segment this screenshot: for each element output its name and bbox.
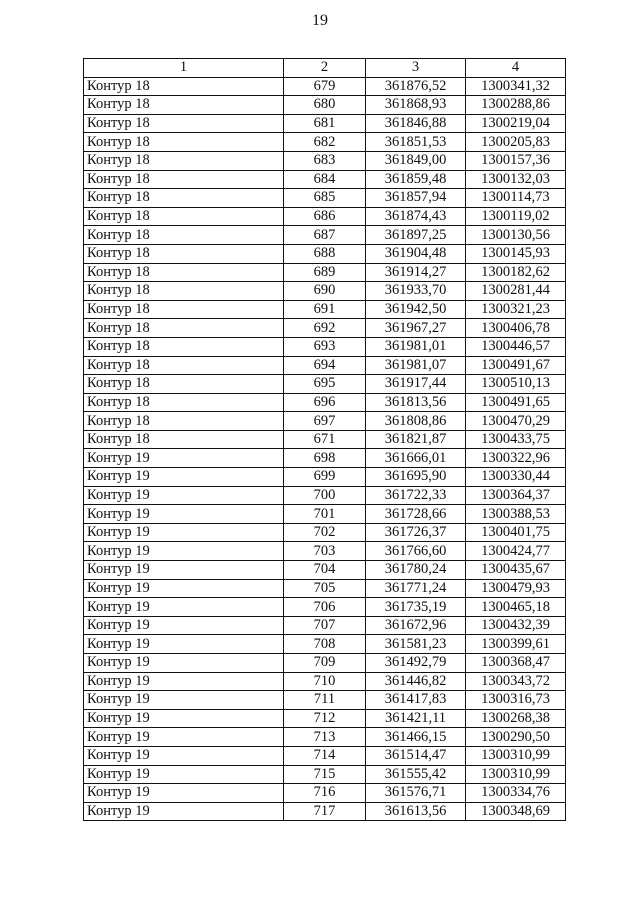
table-row: [84, 114, 566, 133]
x-coordinate-cell: 361666,01: [366, 449, 466, 468]
table-row: [84, 319, 566, 338]
x-coordinate-cell: 361846,88: [366, 114, 466, 133]
contour-name-cell: Контур 18: [84, 319, 284, 338]
point-number-cell: 717: [284, 802, 366, 821]
table-row: [84, 691, 566, 710]
x-coordinate-cell: 361576,71: [366, 784, 466, 803]
x-coordinate-cell: 361868,93: [366, 96, 466, 115]
table-row: [84, 356, 566, 375]
contour-name-cell: Контур 18: [84, 170, 284, 189]
y-coordinate-cell: 1300310,99: [466, 746, 566, 765]
page-number: 19: [312, 12, 328, 29]
contour-name-cell: Контур 19: [84, 709, 284, 728]
table-row: [84, 300, 566, 319]
y-coordinate-cell: 1300348,69: [466, 802, 566, 821]
x-coordinate-cell: 361555,42: [366, 765, 466, 784]
contour-name-cell: Контур 18: [84, 207, 284, 226]
point-number-cell: 698: [284, 449, 366, 468]
point-number-cell: 716: [284, 784, 366, 803]
x-coordinate-cell: 361808,86: [366, 412, 466, 431]
point-number-cell: 671: [284, 430, 366, 449]
contour-name-cell: Контур 18: [84, 393, 284, 412]
y-coordinate-cell: 1300401,75: [466, 523, 566, 542]
y-coordinate-cell: 1300205,83: [466, 133, 566, 152]
x-coordinate-cell: 361942,50: [366, 300, 466, 319]
y-coordinate-cell: 1300479,93: [466, 579, 566, 598]
point-number-cell: 711: [284, 691, 366, 710]
x-coordinate-cell: 361514,47: [366, 746, 466, 765]
x-coordinate-cell: 361904,48: [366, 244, 466, 263]
point-number-cell: 691: [284, 300, 366, 319]
point-number-cell: 692: [284, 319, 366, 338]
point-number-cell: 685: [284, 189, 366, 208]
y-coordinate-cell: 1300321,23: [466, 300, 566, 319]
y-coordinate-cell: 1300433,75: [466, 430, 566, 449]
point-number-cell: 683: [284, 151, 366, 170]
x-coordinate-cell: 361722,33: [366, 486, 466, 505]
point-number-cell: 712: [284, 709, 366, 728]
table-header-row: [84, 59, 566, 78]
table-row: [84, 542, 566, 561]
contour-name-cell: Контур 19: [84, 802, 284, 821]
point-number-cell: 710: [284, 672, 366, 691]
point-number-cell: 694: [284, 356, 366, 375]
point-number-cell: 699: [284, 468, 366, 487]
point-number-cell: 687: [284, 226, 366, 245]
table-row: [84, 765, 566, 784]
table-row: [84, 523, 566, 542]
contour-name-cell: Контур 18: [84, 300, 284, 319]
point-number-cell: 714: [284, 746, 366, 765]
point-number-cell: 715: [284, 765, 366, 784]
contour-name-cell: Контур 19: [84, 691, 284, 710]
contour-name-cell: Контур 19: [84, 765, 284, 784]
contour-name-cell: Контур 19: [84, 561, 284, 580]
table-body: [84, 77, 566, 821]
y-coordinate-cell: 1300364,37: [466, 486, 566, 505]
table-row: [84, 579, 566, 598]
contour-name-cell: Контур 18: [84, 244, 284, 263]
x-coordinate-cell: 361728,66: [366, 505, 466, 524]
contour-name-cell: Контур 18: [84, 430, 284, 449]
coordinates-table: [83, 58, 566, 821]
table-row: [84, 635, 566, 654]
y-coordinate-cell: 1300491,65: [466, 393, 566, 412]
table-row: [84, 375, 566, 394]
point-number-cell: 701: [284, 505, 366, 524]
table-row: [84, 449, 566, 468]
table-row: [84, 282, 566, 301]
table-row: [84, 784, 566, 803]
x-coordinate-cell: 361981,01: [366, 337, 466, 356]
table-row: [84, 77, 566, 96]
x-coordinate-cell: 361417,83: [366, 691, 466, 710]
y-coordinate-cell: 1300281,44: [466, 282, 566, 301]
column-header: 3: [366, 59, 466, 78]
y-coordinate-cell: 1300432,39: [466, 616, 566, 635]
x-coordinate-cell: 361917,44: [366, 375, 466, 394]
y-coordinate-cell: 1300343,72: [466, 672, 566, 691]
contour-name-cell: Контур 18: [84, 375, 284, 394]
table-row: [84, 505, 566, 524]
x-coordinate-cell: 361780,24: [366, 561, 466, 580]
contour-name-cell: Контур 19: [84, 542, 284, 561]
contour-name-cell: Контур 18: [84, 263, 284, 282]
y-coordinate-cell: 1300290,50: [466, 728, 566, 747]
column-header: 4: [466, 59, 566, 78]
point-number-cell: 684: [284, 170, 366, 189]
y-coordinate-cell: 1300119,02: [466, 207, 566, 226]
table-row: [84, 672, 566, 691]
x-coordinate-cell: 361967,27: [366, 319, 466, 338]
point-number-cell: 696: [284, 393, 366, 412]
point-number-cell: 708: [284, 635, 366, 654]
x-coordinate-cell: 361613,56: [366, 802, 466, 821]
contour-name-cell: Контур 19: [84, 654, 284, 673]
x-coordinate-cell: 361933,70: [366, 282, 466, 301]
y-coordinate-cell: 1300470,29: [466, 412, 566, 431]
y-coordinate-cell: 1300130,56: [466, 226, 566, 245]
contour-name-cell: Контур 19: [84, 746, 284, 765]
column-header: 2: [284, 59, 366, 78]
table-row: [84, 616, 566, 635]
x-coordinate-cell: 361726,37: [366, 523, 466, 542]
contour-name-cell: Контур 19: [84, 486, 284, 505]
x-coordinate-cell: 361771,24: [366, 579, 466, 598]
table-row: [84, 654, 566, 673]
point-number-cell: 707: [284, 616, 366, 635]
x-coordinate-cell: 361874,43: [366, 207, 466, 226]
y-coordinate-cell: 1300341,32: [466, 77, 566, 96]
contour-name-cell: Контур 18: [84, 77, 284, 96]
x-coordinate-cell: 361766,60: [366, 542, 466, 561]
y-coordinate-cell: 1300268,38: [466, 709, 566, 728]
table-row: [84, 226, 566, 245]
point-number-cell: 702: [284, 523, 366, 542]
table-row: [84, 561, 566, 580]
y-coordinate-cell: 1300334,76: [466, 784, 566, 803]
contour-name-cell: Контур 18: [84, 412, 284, 431]
point-number-cell: 695: [284, 375, 366, 394]
y-coordinate-cell: 1300465,18: [466, 598, 566, 617]
y-coordinate-cell: 1300368,47: [466, 654, 566, 673]
y-coordinate-cell: 1300406,78: [466, 319, 566, 338]
y-coordinate-cell: 1300182,62: [466, 263, 566, 282]
table-row: [84, 393, 566, 412]
point-number-cell: 713: [284, 728, 366, 747]
point-number-cell: 686: [284, 207, 366, 226]
point-number-cell: 688: [284, 244, 366, 263]
contour-name-cell: Контур 18: [84, 282, 284, 301]
contour-name-cell: Контур 19: [84, 635, 284, 654]
y-coordinate-cell: 1300145,93: [466, 244, 566, 263]
contour-name-cell: Контур 19: [84, 449, 284, 468]
contour-name-cell: Контур 18: [84, 189, 284, 208]
point-number-cell: 709: [284, 654, 366, 673]
x-coordinate-cell: 361859,48: [366, 170, 466, 189]
contour-name-cell: Контур 18: [84, 356, 284, 375]
x-coordinate-cell: 361857,94: [366, 189, 466, 208]
point-number-cell: 697: [284, 412, 366, 431]
table-row: [84, 337, 566, 356]
table-row: [84, 709, 566, 728]
point-number-cell: 704: [284, 561, 366, 580]
table-row: [84, 263, 566, 282]
table-row: [84, 746, 566, 765]
column-header: 1: [84, 59, 284, 78]
x-coordinate-cell: 361876,52: [366, 77, 466, 96]
y-coordinate-cell: 1300399,61: [466, 635, 566, 654]
y-coordinate-cell: 1300288,86: [466, 96, 566, 115]
y-coordinate-cell: 1300316,73: [466, 691, 566, 710]
point-number-cell: 680: [284, 96, 366, 115]
x-coordinate-cell: 361813,56: [366, 393, 466, 412]
contour-name-cell: Контур 19: [84, 579, 284, 598]
y-coordinate-cell: 1300510,13: [466, 375, 566, 394]
x-coordinate-cell: 361735,19: [366, 598, 466, 617]
point-number-cell: 681: [284, 114, 366, 133]
y-coordinate-cell: 1300330,44: [466, 468, 566, 487]
table-row: [84, 189, 566, 208]
point-number-cell: 689: [284, 263, 366, 282]
table-row: [84, 412, 566, 431]
y-coordinate-cell: 1300310,99: [466, 765, 566, 784]
y-coordinate-cell: 1300491,67: [466, 356, 566, 375]
contour-name-cell: Контур 18: [84, 96, 284, 115]
x-coordinate-cell: 361851,53: [366, 133, 466, 152]
table-row: [84, 133, 566, 152]
x-coordinate-cell: 361581,23: [366, 635, 466, 654]
x-coordinate-cell: 361897,25: [366, 226, 466, 245]
y-coordinate-cell: 1300424,77: [466, 542, 566, 561]
contour-name-cell: Контур 19: [84, 523, 284, 542]
x-coordinate-cell: 361446,82: [366, 672, 466, 691]
contour-name-cell: Контур 19: [84, 598, 284, 617]
x-coordinate-cell: 361821,87: [366, 430, 466, 449]
contour-name-cell: Контур 18: [84, 337, 284, 356]
contour-name-cell: Контур 19: [84, 468, 284, 487]
table-row: [84, 430, 566, 449]
y-coordinate-cell: 1300157,36: [466, 151, 566, 170]
point-number-cell: 700: [284, 486, 366, 505]
y-coordinate-cell: 1300114,73: [466, 189, 566, 208]
contour-name-cell: Контур 19: [84, 672, 284, 691]
contour-name-cell: Контур 19: [84, 505, 284, 524]
table-row: [84, 170, 566, 189]
y-coordinate-cell: 1300446,57: [466, 337, 566, 356]
table-row: [84, 468, 566, 487]
point-number-cell: 705: [284, 579, 366, 598]
table-row: [84, 207, 566, 226]
x-coordinate-cell: 361421,11: [366, 709, 466, 728]
y-coordinate-cell: 1300219,04: [466, 114, 566, 133]
x-coordinate-cell: 361466,15: [366, 728, 466, 747]
table-row: [84, 96, 566, 115]
point-number-cell: 679: [284, 77, 366, 96]
y-coordinate-cell: 1300132,03: [466, 170, 566, 189]
x-coordinate-cell: 361492,79: [366, 654, 466, 673]
contour-name-cell: Контур 19: [84, 728, 284, 747]
x-coordinate-cell: 361849,00: [366, 151, 466, 170]
contour-name-cell: Контур 18: [84, 114, 284, 133]
point-number-cell: 706: [284, 598, 366, 617]
point-number-cell: 703: [284, 542, 366, 561]
contour-name-cell: Контур 19: [84, 616, 284, 635]
table-row: [84, 728, 566, 747]
y-coordinate-cell: 1300435,67: [466, 561, 566, 580]
table-row: [84, 598, 566, 617]
table-row: [84, 486, 566, 505]
x-coordinate-cell: 361981,07: [366, 356, 466, 375]
x-coordinate-cell: 361914,27: [366, 263, 466, 282]
y-coordinate-cell: 1300322,96: [466, 449, 566, 468]
contour-name-cell: Контур 19: [84, 784, 284, 803]
contour-name-cell: Контур 18: [84, 133, 284, 152]
contour-name-cell: Контур 18: [84, 226, 284, 245]
table-row: [84, 802, 566, 821]
x-coordinate-cell: 361695,90: [366, 468, 466, 487]
contour-name-cell: Контур 18: [84, 151, 284, 170]
point-number-cell: 693: [284, 337, 366, 356]
x-coordinate-cell: 361672,96: [366, 616, 466, 635]
point-number-cell: 690: [284, 282, 366, 301]
point-number-cell: 682: [284, 133, 366, 152]
table-row: [84, 151, 566, 170]
table-row: [84, 244, 566, 263]
y-coordinate-cell: 1300388,53: [466, 505, 566, 524]
